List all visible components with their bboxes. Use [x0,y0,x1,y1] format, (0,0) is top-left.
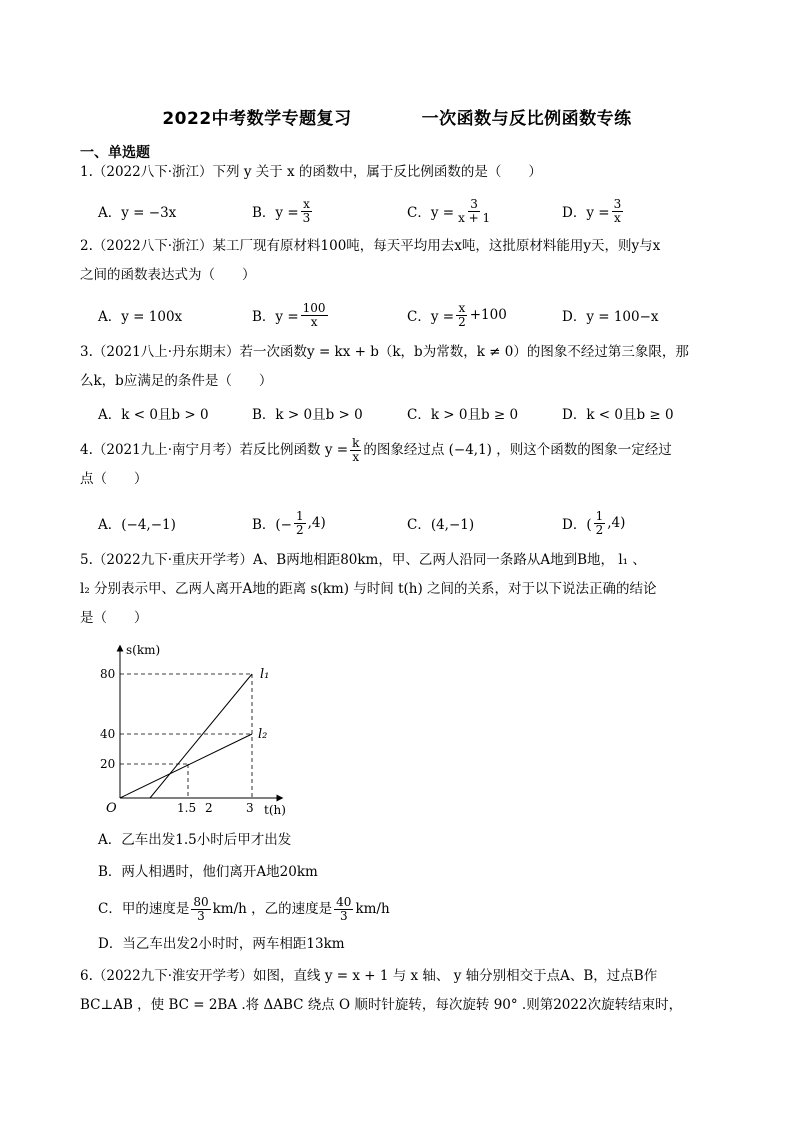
q5-option-d: D．当乙车出发2小时时，两车相距13km [98,936,345,952]
question-1-options [98,196,738,226]
line-l1 [150,674,252,798]
q5-stem-line1: 5.（2022九下·重庆开学考）A、B两地相距80km，甲、乙两人沿同一条路从A地到B地， l₁ 、 [80,552,646,568]
question-3-stem [80,338,720,396]
q2-stem-line2: 之间的函数表达式为（ ） [80,267,256,283]
x-tick-3: 3 [246,801,254,815]
question-3-options [98,398,738,428]
q6-stem-line2: BC⊥AB ，使 BC = 2BA .将 ΔABC 绕点 O 顺时针旋转，每次旋转 90° .则第2022次旋转结束时， [80,997,683,1013]
q3-option-c: C．k > 0且b ≥ 0 [407,407,519,423]
q5-option-b: B．两人相遇时，他们离开A地20km [98,864,318,880]
y-tick-20: 20 [100,757,116,771]
q4-option-b: B．(− $\frac{1}{2}$ ,4) [252,508,326,537]
q3-stem-line2: 么k，b应满足的条件是（ ） [80,373,273,389]
line-l2 [120,734,252,798]
question-2-options [98,300,738,330]
q4-option-a: A．(−4,−1) [98,517,176,533]
q3-option-a: A．k < 0且b > 0 [98,407,209,423]
origin-label: O [106,801,117,816]
section-heading: 一、单选题 [80,145,150,161]
x-axis-label: t(h) [264,803,286,817]
q4-option-d: D．( $\frac{1}{2}$ ,4) [562,508,626,537]
q5-stem-line2: l₂ 分别表示甲、乙两人离开A地的距离 s(km) 与时间 t(h) 之间的关系，对于以下说法正确的结论 [80,581,657,597]
question-6-stem [80,962,720,1020]
q3-option-b: B．k > 0且b > 0 [252,407,363,423]
q4-stem-line2: 点（ ） [80,471,148,487]
title-left: 2022中考数学专题复习 [162,109,352,129]
q2-option-c: C．y = $\frac{x}{2}$ +100 [407,300,507,329]
q5-stem-line3: 是（ ） [80,610,148,626]
q5-option-a: A．乙车出发1.5小时后甲才出发 [98,832,292,848]
q5-distance-time-graph [100,640,300,824]
q1-option-a: A．y = −3x [98,205,177,221]
q1-option-c: C．y = $\frac{3}{x + 1}$ [407,196,491,225]
label-l1: l₁ [260,667,270,682]
y-axis-label: s(km) [126,643,161,657]
question-4-options [98,508,738,538]
y-tick-40: 40 [100,727,116,741]
q5-option-c: C．甲的速度是 $\frac{80}{3}$ km/h ，乙的速度是 $\frac{40}{3}$ km/h [98,894,390,923]
title-right: 一次函数与反比例函数专练 [421,109,632,129]
q2-stem-line1: 2.（2022八下·浙江）某工厂现有原材料100吨，每天平均用去x吨，这批原材料能用y天，则y与x [80,238,661,254]
q2-option-a: A．y = 100x [98,309,183,325]
q2-option-b: B．y = $\frac{100}{x}$ [252,300,326,329]
label-l2: l₂ [258,727,268,742]
y-tick-80: 80 [100,667,116,681]
question-1-stem: 1.（2022八下·浙江）下列 y 关于 x 的函数中，属于反比例函数的是（ ） [80,164,542,180]
page-title [0,104,794,129]
question-4-stem [80,436,720,494]
q3-stem-line1: 3.（2021八上·丹东期末）若一次函数y = kx + b（k，b为常数，k ≠ 0）的图象不经过第三象限，那 [80,344,689,360]
q4-stem-line1: 4.（2021九上·南宁月考）若反比例函数 y = $\frac{k}{x}$ 的图象经过点 (−4,1) ，则这个函数的图象一定经过 [80,436,672,464]
question-5-stem [80,546,720,633]
q4-option-c: C．(4,−1) [407,517,475,533]
q3-option-d: D．k < 0且b ≥ 0 [562,407,674,423]
q6-stem-line1: 6.（2022九下·淮安开学考）如图，直线 y = x + 1 与 x 轴、 y 轴分别相交于点A、B，过点B作 [80,968,658,984]
q2-option-d: D．y = 100−x [562,309,659,325]
x-tick-2: 2 [205,801,213,815]
question-2-stem [80,232,720,290]
q1-option-b: B．y = $\frac{x}{3}$ [252,196,311,225]
x-tick-15: 1.5 [177,801,197,815]
q1-option-d: D．y = $\frac{3}{x}$ [562,196,622,225]
